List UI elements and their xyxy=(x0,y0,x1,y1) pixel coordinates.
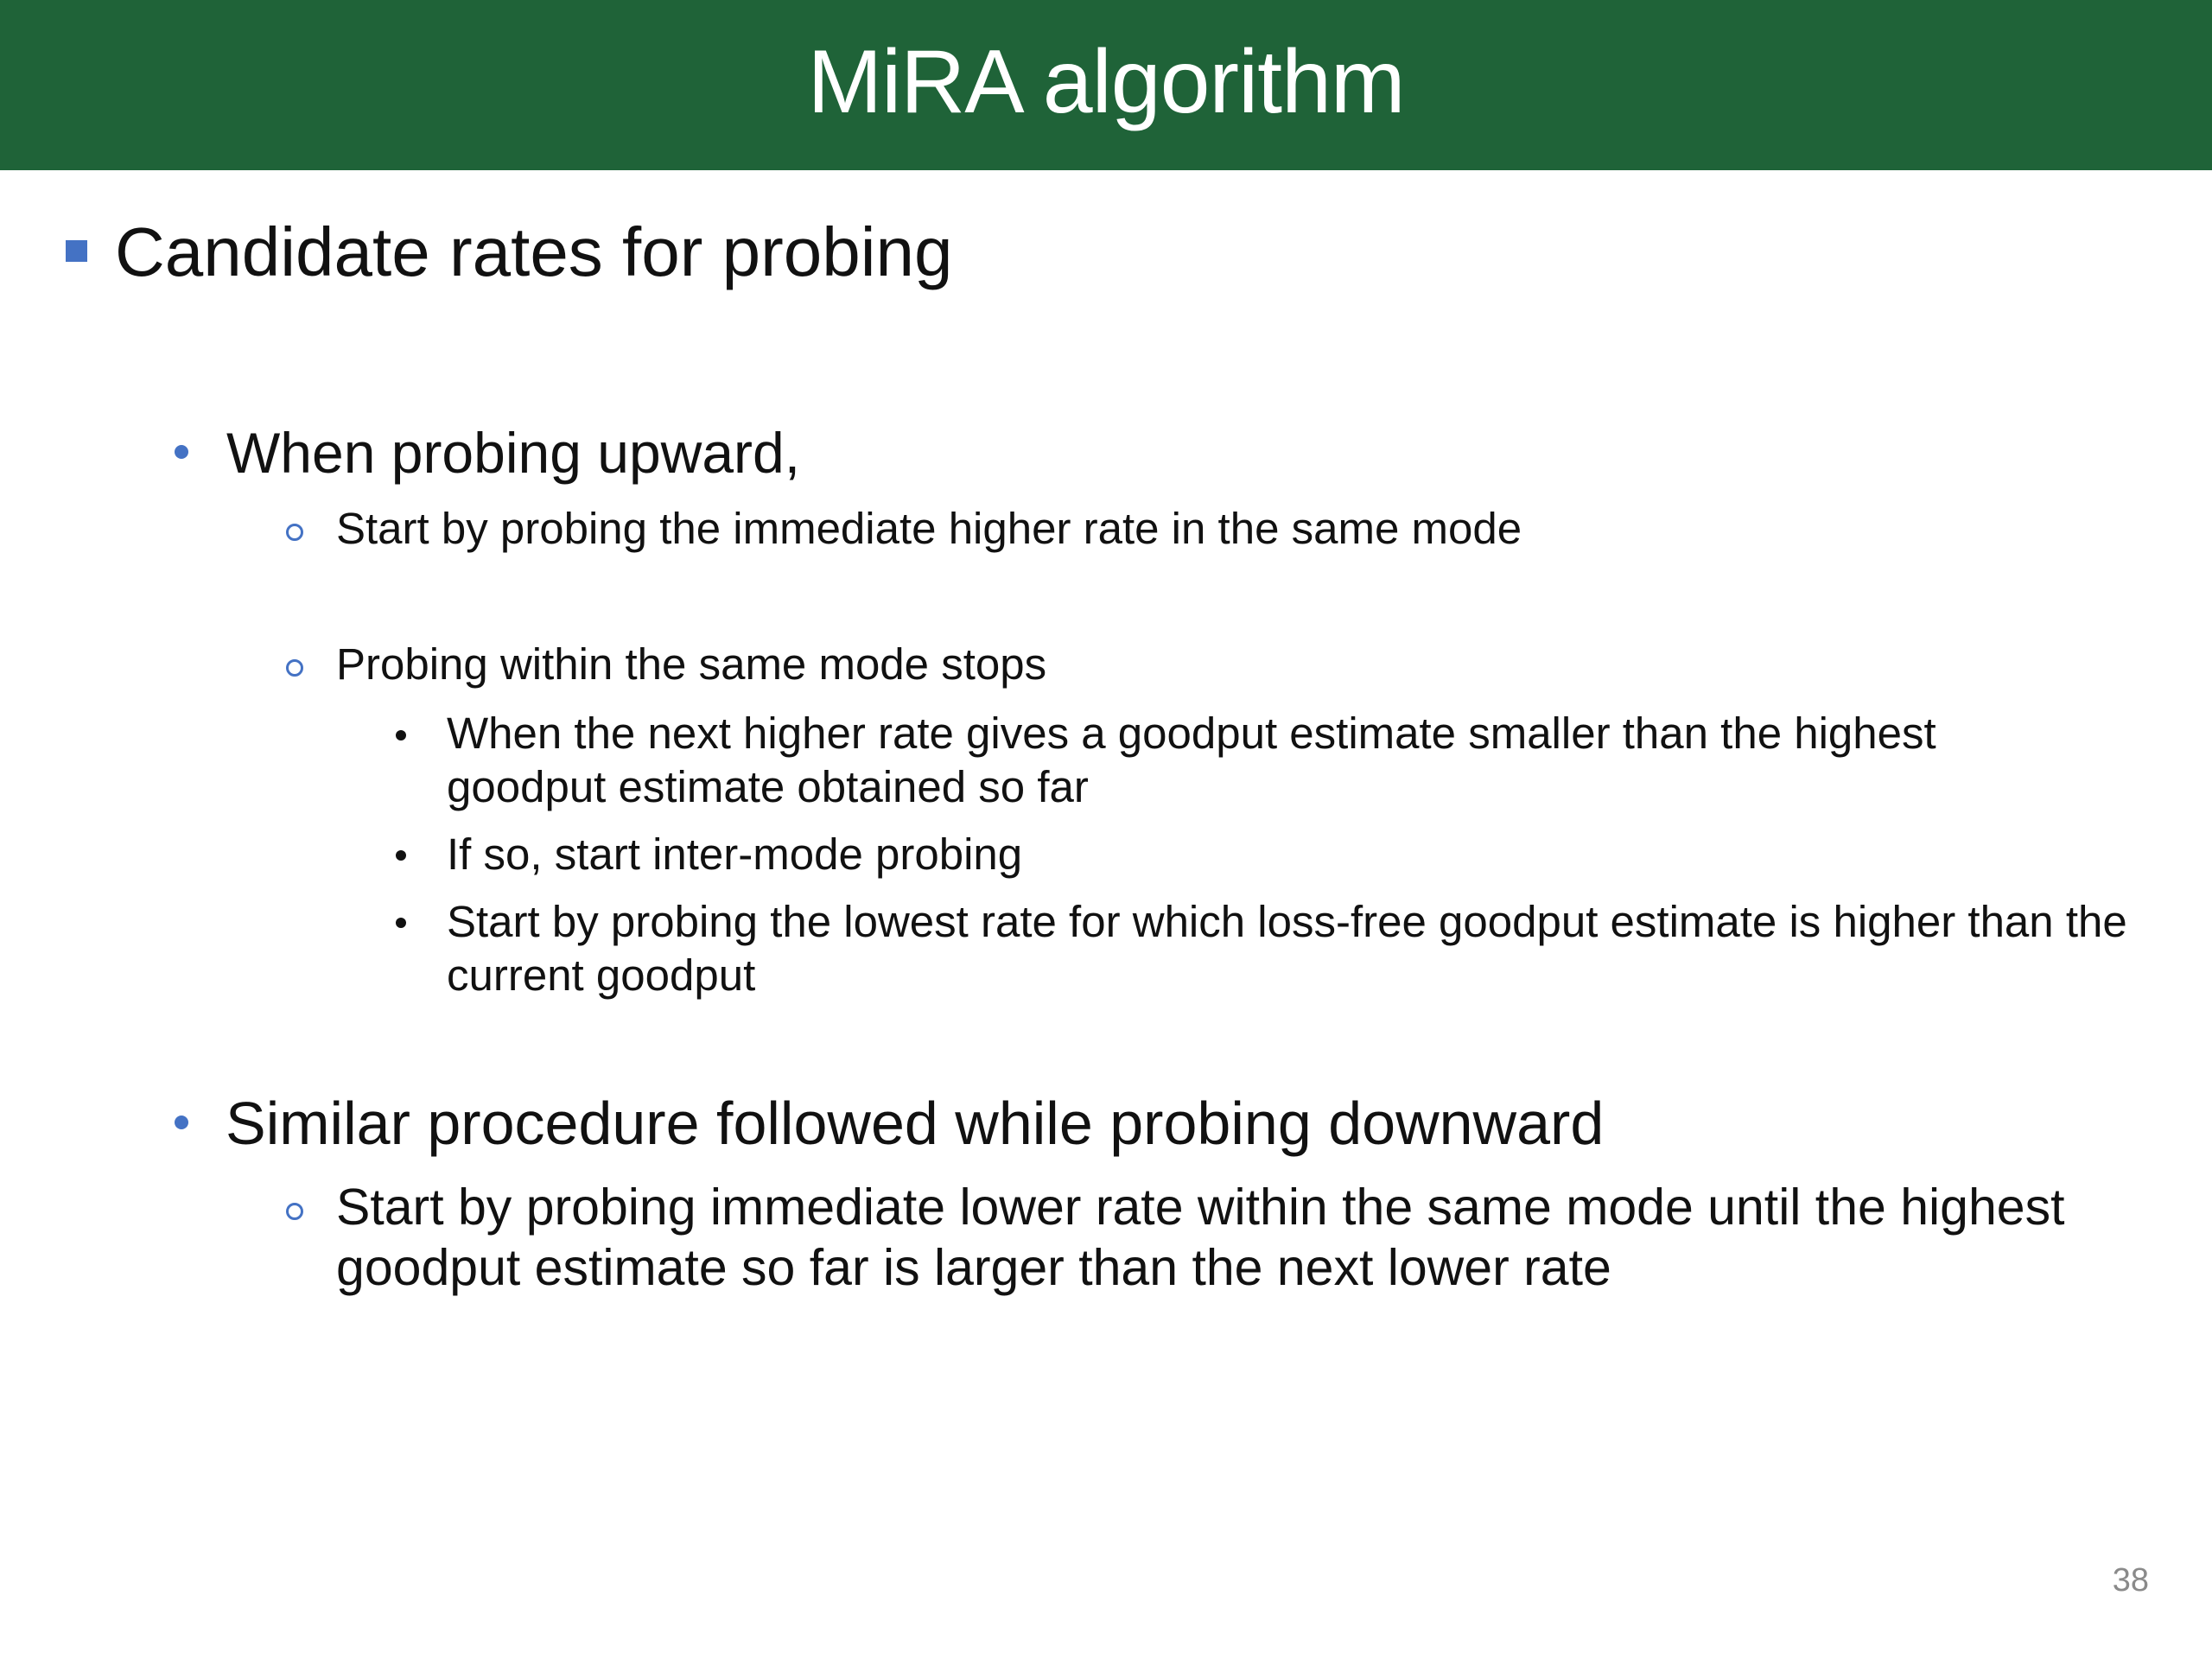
circle-bullet-icon xyxy=(286,659,303,677)
bullet-stop-condition-2: If so, start inter-mode probing xyxy=(447,830,1023,879)
page-number: 38 xyxy=(2112,1562,2149,1599)
bullet-upward-sub-1: Start by probing the immediate higher rate in the same mode xyxy=(336,504,1522,553)
bullet-stop-condition-1: When the next higher rate gives a goodput estimate smaller than the highest goodput estimate obtained so far xyxy=(447,709,1936,811)
bullet-upward-sub-2: Probing within the same mode stops xyxy=(336,639,1047,689)
slide-title: MiRA algorithm xyxy=(807,32,1405,132)
bullet-candidate-rates: Candidate rates for probing xyxy=(115,213,953,290)
bullet-probing-downward: Similar procedure followed while probing downward xyxy=(226,1090,1605,1157)
bullet-downward-sub-1: Start by probing immediate lower rate within the same mode until the highest goodput estimate so far is larger than the next lower rate xyxy=(336,1179,2065,1296)
circle-bullet-icon xyxy=(286,1203,303,1220)
dot-bullet-icon xyxy=(175,1116,188,1129)
bullet-probing-upward: When probing upward, xyxy=(226,421,801,485)
square-bullet-icon xyxy=(66,240,87,262)
dot-bullet-icon xyxy=(175,445,188,459)
small-dot-bullet-icon xyxy=(396,730,406,741)
small-dot-bullet-icon xyxy=(396,918,406,928)
small-dot-bullet-icon xyxy=(396,850,406,861)
circle-bullet-icon xyxy=(286,524,303,541)
bullet-stop-condition-3: Start by probing the lowest rate for which loss-free goodput estimate is higher than the current goodput xyxy=(447,897,2127,1000)
